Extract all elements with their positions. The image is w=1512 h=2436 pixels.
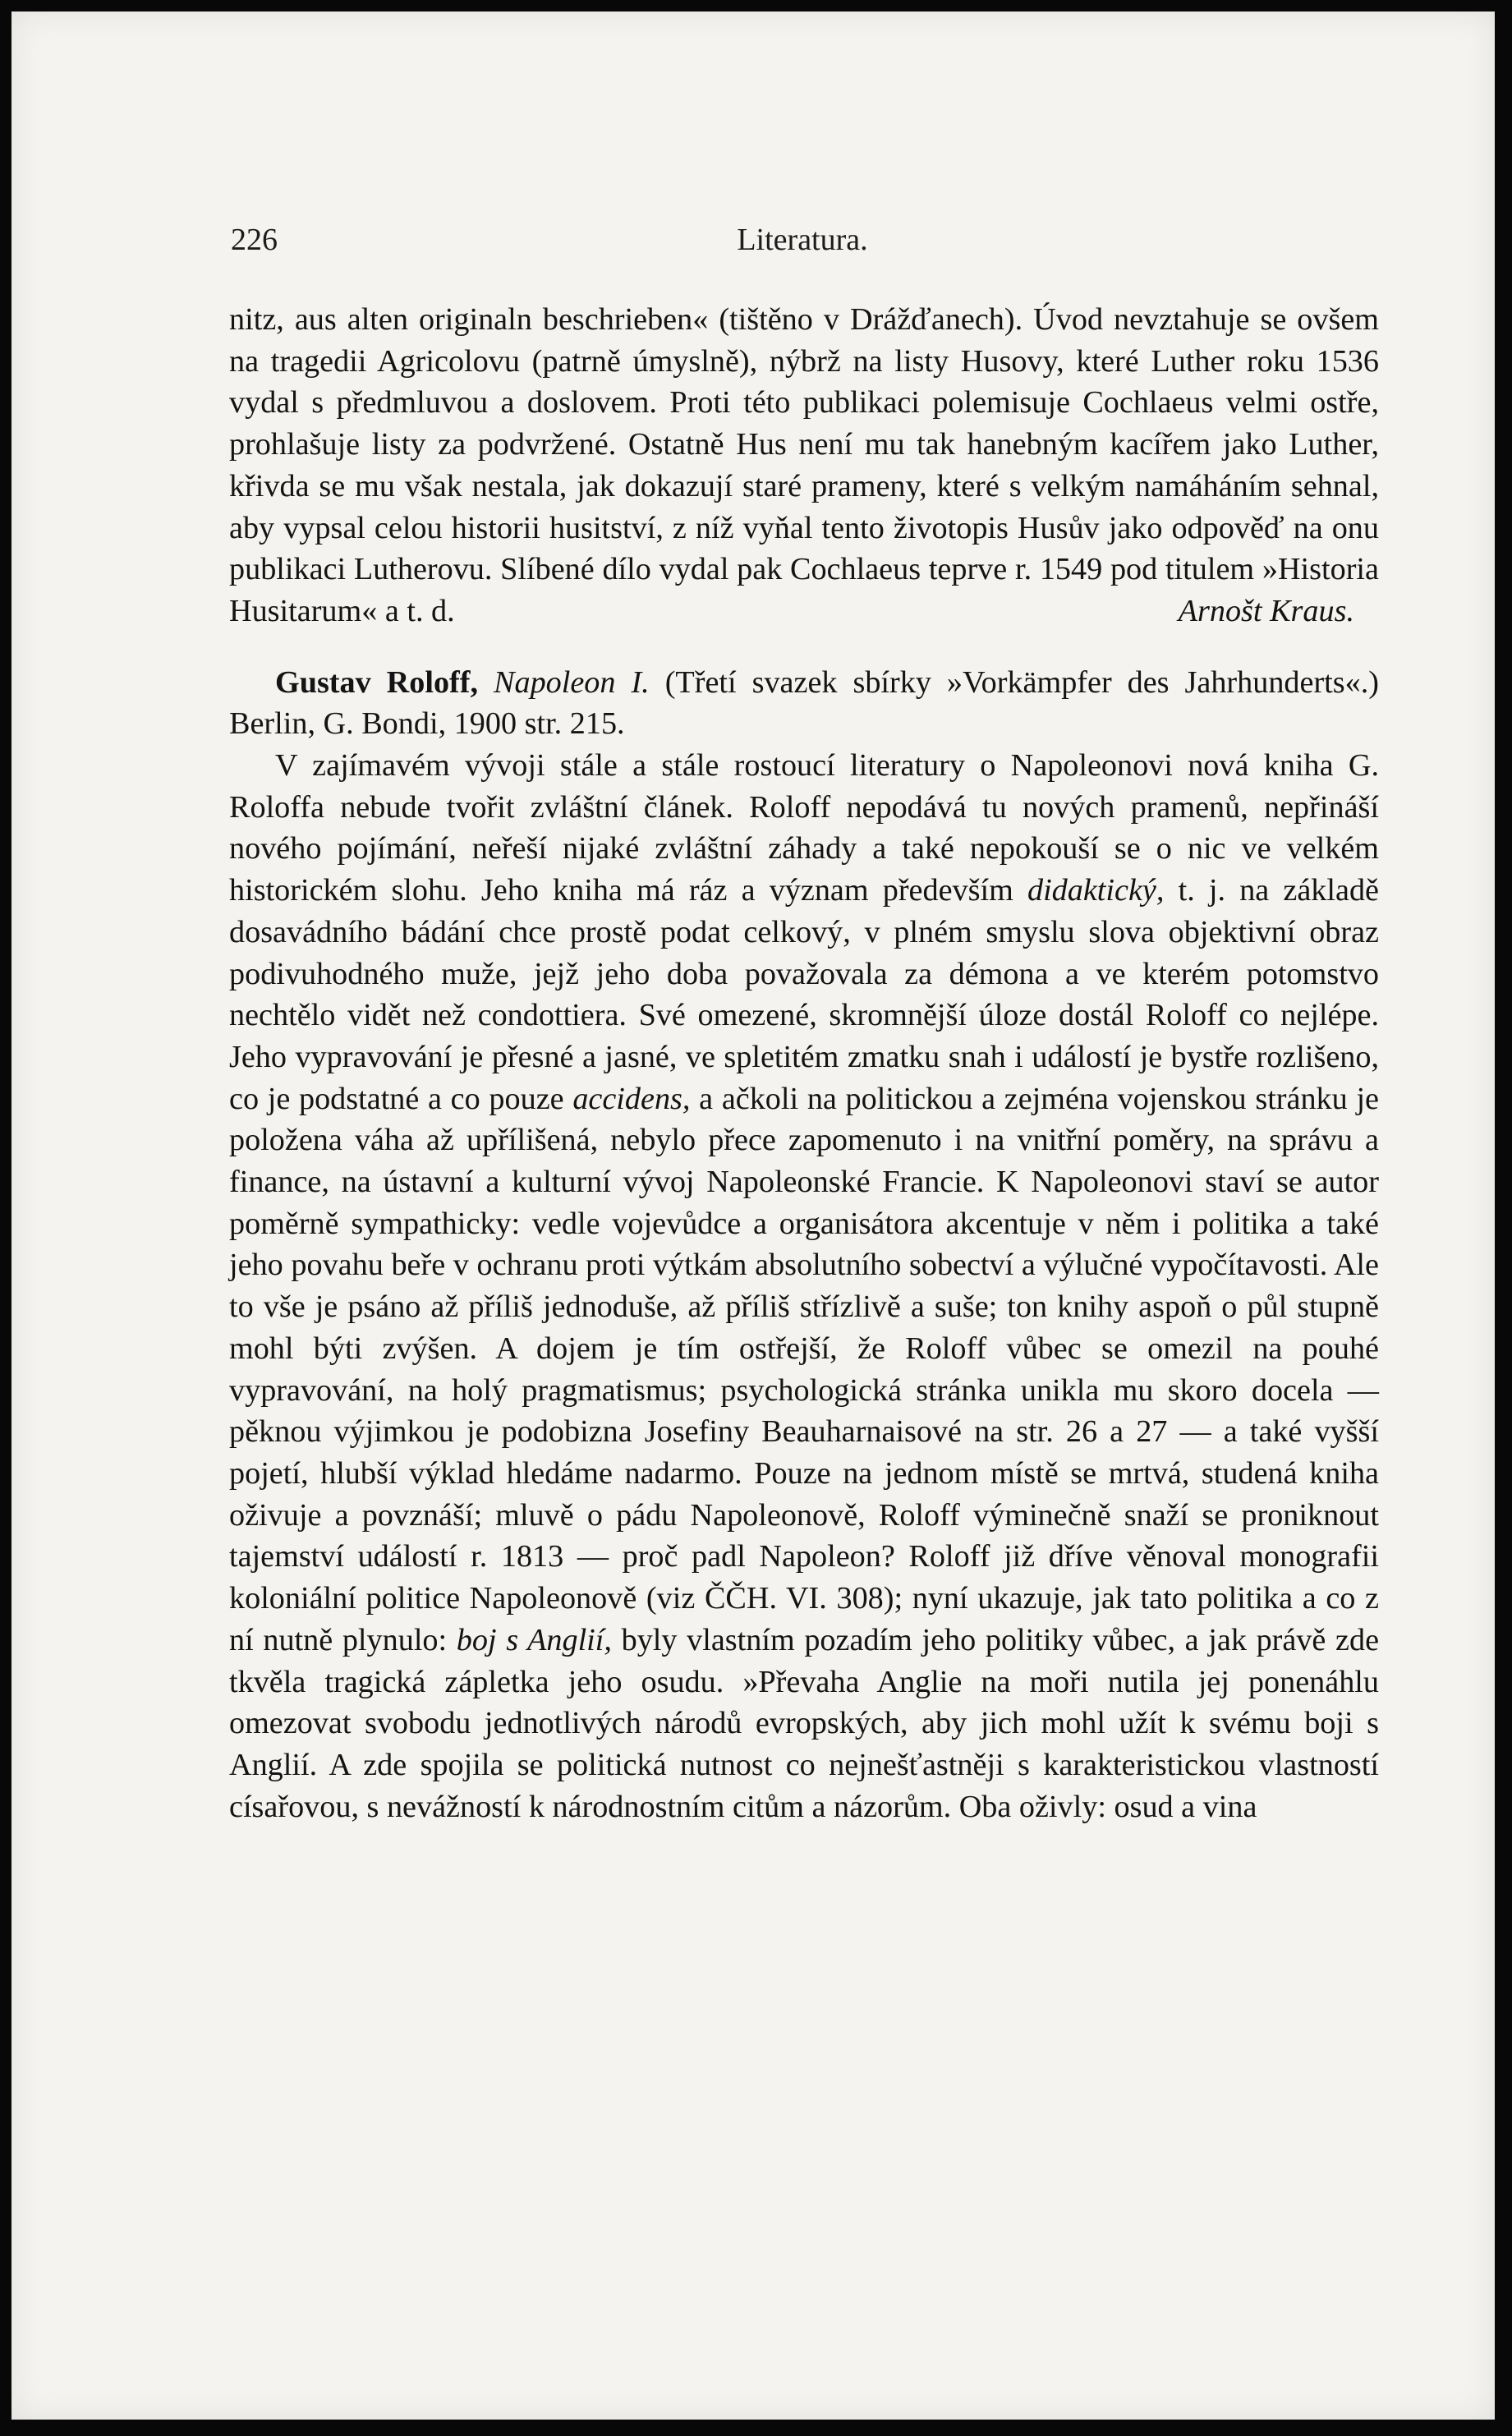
term-didakticky: didaktický, <box>1027 873 1165 908</box>
page-header <box>219 222 1386 271</box>
review-text-a: V zajímavém vývoji stále a stále rostoucí literatury o Napoleonovi nová kniha G. Roloffa nebude tvořit zvláštní článek. Roloff nepodává tu nových pramenů, nepřináší nového pojímání, neřeší nijaké zvláštní záhady a také nepokouší se o nic ve velkém historickém slohu. Jeho kniha má ráz a význam především <box>229 748 1379 908</box>
paragraph-cochlaeus-text: nitz, aus alten originaln beschrieben« (tištěno v Drážďanech). Úvod nevztahuje se ovšem na tragedii Agricolovu (patrně úmyslně), nýbrž na listy Husovy, které Luther roku 1536 vydal s předmluvou a doslovem. Proti této publikaci polemisuje Cochlaeus velmi ostře, prohlašuje listy za podvržené. Ostatně Hus není mu tak hanebným kacířem jako Luther, křivda se mu však nestala, jak dokazují staré prameny, které s velkým namáháním sehnal, aby vypsal celou historii husitství, z níž vyňal tento životopis Husův jako odpověď na onu publikaci Lutherovu. Slíbené dílo vydal pak Cochlaeus teprve r. 1549 pod titulem »Historia Husitarum« a t. d. <box>229 302 1379 628</box>
body-text <box>229 299 1379 1827</box>
review-text-c: a ačkoli na politickou a zejména vojenskou stránku je položena váha až upřílišená, nebylo přece zapomenuto i na vnitřní poměry, na správu a finance, na ústavní a kulturní vývoj Napoleonské Francie. K Napoleonovi staví se autor poměrně sympathicky: vedle vojevůdce a organisátora akcentuje v něm i politika a také jeho povahu beře v ochranu proti výtkám absolutního sobectví a výlučné vypočítavosti. Ale to vše je psáno až příliš jednoduše, až příliš střízlivě a suše; ton knihy aspoň o půl stupně mohl býti zvýšen. A dojem je tím ostřejší, že Roloff vůbec se omezil na pouhé vypravování, na holý pragmatismus; psychologická stránka unikla mu skoro docela — pěknou výjimkou je podobizna Josefiny Beauharnaisové na str. 26 a 27 — a také vyšší pojetí, hlubší výklad hledáme nadarmo. Pouze na jednom místě se mrtvá, studená kniha oživuje a povznáší; mluvě o pádu Napoleonově, Roloff výminečně snaží se proniknout tajemství událostí r. 1813 — proč padl Napoleon? Roloff již dříve věnoval monografii koloniální politice Napoleonově (viz ČČH. VI. 308); nyní ukazuje, jak tato politika a co z ní nutně plynulo: <box>229 1081 1379 1657</box>
term-boj-s-anglii: boj s Anglií, <box>456 1622 612 1657</box>
term-accidens: accidens, <box>572 1081 691 1116</box>
review-text-b: t. j. na základě dosavádního bádání chce prostě podat celkový, v plném smyslu slova objektivní obraz podivuhodného muže, jejž jeho doba považovala za démona a ve kterém potomstvo nechtělo vidět než condottiera. Své omezené, skromnější úloze dostál Roloff co nejlépe. Jeho vypravování je přesné a jasné, ve spletitém zmatku snah i událostí je bystře rozlišeno, co je podstatné a co pouze <box>229 873 1379 1116</box>
running-head: Literatura. <box>737 223 868 257</box>
author-signature: Arnošt Kraus. <box>1178 593 1354 628</box>
review-author: Gustav Roloff, <box>275 664 479 700</box>
paragraph-review <box>229 745 1379 1827</box>
review-text-d: byly vlastním pozadím jeho politiky vůbec, a jak právě zde tkvěla tragická zápletka jeho osudu. »Převaha Anglie na moři nutila jej ponenáhlu omezovat svobodu jednotlivých národů evropských, aby jich mohl užít k svému boji s Anglií. A zde spojila se politická nutnost co nejnešťastněji s karakteristickou vlastností císařovou, s nevážností k národnostním citům a názorům. Oba oživly: osud a vina <box>229 1622 1380 1824</box>
book-page <box>11 11 1495 2420</box>
paragraph-cochlaeus <box>229 299 1379 632</box>
page-number: 226 <box>231 223 278 257</box>
review-heading <box>229 662 1379 745</box>
review-title: Napoleon I. <box>494 664 650 700</box>
review-bibliography: (Třetí svazek sbírky »Vorkämpfer des Jahrhunderts«.) Berlin, G. Bondi, 1900 str. 215. <box>229 664 1379 742</box>
